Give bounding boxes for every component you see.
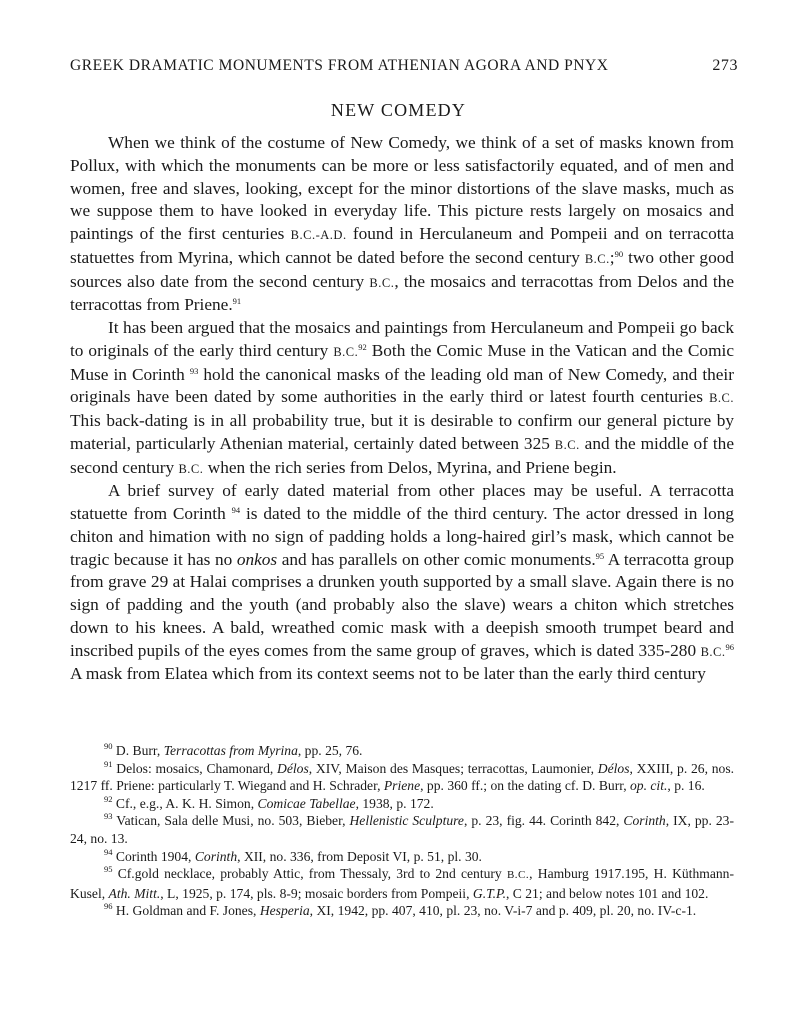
text-run: is dated to the middle of the third century. The actor dressed in long chiton and himation with no sign of padding holds a long-haired girl’s mask, which cannot be tragic because it has no bbox=[70, 504, 734, 569]
text-run: Cf.gold necklace, probably Attic, from Thessaly, 3rd to 2nd century bbox=[112, 866, 507, 882]
text-run: , XI, 1942, pp. 407, 410, pl. 23, no. V-i-7 and p. 409, pl. 20, no. IV-c-1. bbox=[309, 903, 697, 919]
text-run: and has parallels on other comic monuments. bbox=[277, 549, 596, 569]
note-ref: 92 bbox=[358, 341, 367, 352]
italic-run: Priene bbox=[383, 778, 421, 794]
italic-run: Ath. Mitt. bbox=[108, 885, 161, 901]
text-run: , the mosaics and terracottas from Delos and the terracottas from Priene. bbox=[70, 271, 734, 315]
italic-run: Corinth bbox=[623, 813, 666, 829]
text-run: , pp. 25, 76. bbox=[297, 743, 363, 758]
footnote bbox=[70, 742, 734, 760]
text-run: Delos: mosaics, Chamonard, bbox=[112, 760, 278, 776]
body-text bbox=[70, 132, 734, 686]
text-run: D. Burr, bbox=[112, 743, 164, 758]
italic-run: Délos bbox=[597, 760, 630, 776]
footnote bbox=[70, 760, 734, 795]
smallcaps-run: B.C. bbox=[333, 344, 359, 359]
running-head bbox=[70, 57, 740, 77]
smallcaps-run: B.C. bbox=[700, 644, 726, 659]
text-run: , pp. 360 ff.; on the dating cf. D. Burr, bbox=[420, 778, 630, 794]
text-run: , L, 1925, p. 174, pls. 8-9; mosaic borders from Pompeii, bbox=[160, 885, 473, 901]
smallcaps-run: B.C. bbox=[369, 275, 395, 290]
note-ref: 95 bbox=[104, 864, 113, 875]
note-ref: 94 bbox=[231, 505, 241, 515]
paragraph bbox=[70, 480, 734, 686]
text-run: A terracotta group from grave 29 at Halai comprises a drunken youth supported by a small slave. Again there is no sign of padding and the youth (and probably also the slave) wears a chiton which stretches down to his knees. A bald, wreathed comic mask with a deepish smooth trumpet beard and inscribed pupils of the eyes comes from the same group of graves, which is dated 335-280 bbox=[70, 549, 734, 660]
text-run: , Hamburg 1917.195, H. Küthmann-Kusel, bbox=[70, 866, 734, 901]
smallcaps-run: B.C. bbox=[178, 461, 204, 476]
text-run: , XXIII, p. 26, nos. 1217 ff. Priene: particularly T. Wiegand and H. Schrader, bbox=[70, 760, 735, 794]
paragraph bbox=[70, 317, 734, 480]
italic-run: Corinth bbox=[194, 848, 238, 864]
note-ref: 94 bbox=[104, 846, 113, 857]
section-title: NEW COMEDY bbox=[330, 100, 467, 120]
text-run: , p. 16. bbox=[667, 778, 705, 794]
note-ref: 96 bbox=[104, 901, 113, 912]
text-run: Vatican, Sala delle Musi, no. 503, Bieber, bbox=[112, 813, 350, 829]
text-run: , C 21; and below notes 101 and 102. bbox=[506, 885, 709, 901]
text-run: Corinth 1904, bbox=[112, 848, 195, 864]
paragraph bbox=[70, 132, 734, 317]
note-ref: 93 bbox=[104, 811, 113, 822]
text-run: , p. 23, fig. 44. Corinth 842, bbox=[463, 813, 624, 829]
smallcaps-run: B.C. bbox=[709, 391, 734, 406]
text-run: , 1938, p. 172. bbox=[355, 795, 434, 811]
text-run: , XIV, Maison des Masques; terracottas, Laumonier, bbox=[308, 760, 598, 776]
italic-run: onkos bbox=[236, 549, 278, 569]
note-ref: 91 bbox=[232, 296, 242, 307]
italic-run: Délos bbox=[277, 760, 309, 776]
italic-run: Hesperia bbox=[259, 903, 310, 919]
smallcaps-run: B.C. bbox=[506, 869, 530, 882]
running-head-title: GREEK DRAMATIC MONUMENTS FROM ATHENIAN AGORA AND PNYX bbox=[70, 57, 609, 74]
text-run: hold the canonical masks of the leading old man of New Comedy, and their originals have been dated by some authorities in the early third or latest fourth centuries bbox=[70, 364, 734, 407]
note-ref: 95 bbox=[595, 550, 605, 561]
note-ref: 96 bbox=[725, 641, 734, 652]
footnote bbox=[70, 812, 734, 847]
text-run: A mask from Elatea which from its context seems not to be later than the early third century bbox=[70, 664, 706, 684]
smallcaps-run: B.C.-A.D. bbox=[290, 228, 347, 242]
italic-run: G.T.P. bbox=[472, 885, 506, 901]
text-run: Cf., e.g., A. K. H. Simon, bbox=[112, 795, 258, 811]
page-number: 273 bbox=[712, 57, 738, 74]
text-run: When we think of the costume of New Comedy, we think of a set of masks known from Pollux, with which the monuments can be more or less satisfactorily equated, and of men and women, free and slaves, looking, except for the minor distortions of the slave masks, much as we suppose them to have looked in everyday life. This picture rests largely on mosaics and paintings of the first centuries bbox=[70, 133, 734, 243]
footnote bbox=[70, 795, 734, 813]
note-ref: 91 bbox=[104, 758, 113, 769]
note-ref: 92 bbox=[104, 793, 113, 804]
text-run: when the rich series from Delos, Myrina, and Priene begin. bbox=[203, 457, 617, 477]
italic-run: op. cit. bbox=[630, 778, 668, 794]
text-run: found in Herculaneum and Pompeii and on terracotta statuettes from Myrina, which cannot be dated before the second century bbox=[70, 224, 734, 267]
text-run: ; bbox=[609, 247, 615, 267]
note-ref: 90 bbox=[104, 741, 113, 751]
text-run: two other good sources also date from the second century bbox=[70, 247, 734, 291]
footnote bbox=[70, 848, 734, 866]
text-run: H. Goldman and F. Jones, bbox=[112, 903, 260, 919]
smallcaps-run: B.C. bbox=[554, 437, 580, 452]
note-ref: 93 bbox=[189, 365, 199, 376]
footnotes bbox=[70, 742, 734, 920]
italic-run: Comicae Tabellae bbox=[257, 795, 356, 811]
text-run: This back-dating is in all probability true, but it is desirable to confirm our general picture by material, particularly Athenian material, certainly dated between 325 bbox=[70, 411, 734, 453]
text-run: It has been argued that the mosaics and paintings from Herculaneum and Pompeii go back to originals of the early third century bbox=[70, 318, 734, 360]
note-ref: 90 bbox=[614, 248, 624, 259]
text-run: and the middle of the second century bbox=[70, 433, 734, 477]
text-run: A brief survey of early dated material from other places may be useful. A terracotta statuette from Corinth bbox=[70, 481, 734, 523]
text-run: Both the Comic Muse in the Vatican and the Comic Muse in Corinth bbox=[70, 340, 734, 384]
italic-run: Hellenistic Sculpture bbox=[349, 813, 464, 829]
footnote bbox=[70, 902, 734, 920]
text-run: , IX, pp. 23-24, no. 13. bbox=[70, 813, 734, 846]
smallcaps-run: B.C. bbox=[584, 251, 610, 266]
text-run: , XII, no. 336, from Deposit VI, p. 51, pl. 30. bbox=[237, 848, 482, 864]
italic-run: Terracottas from Myrina bbox=[163, 743, 298, 758]
footnote bbox=[70, 865, 734, 902]
